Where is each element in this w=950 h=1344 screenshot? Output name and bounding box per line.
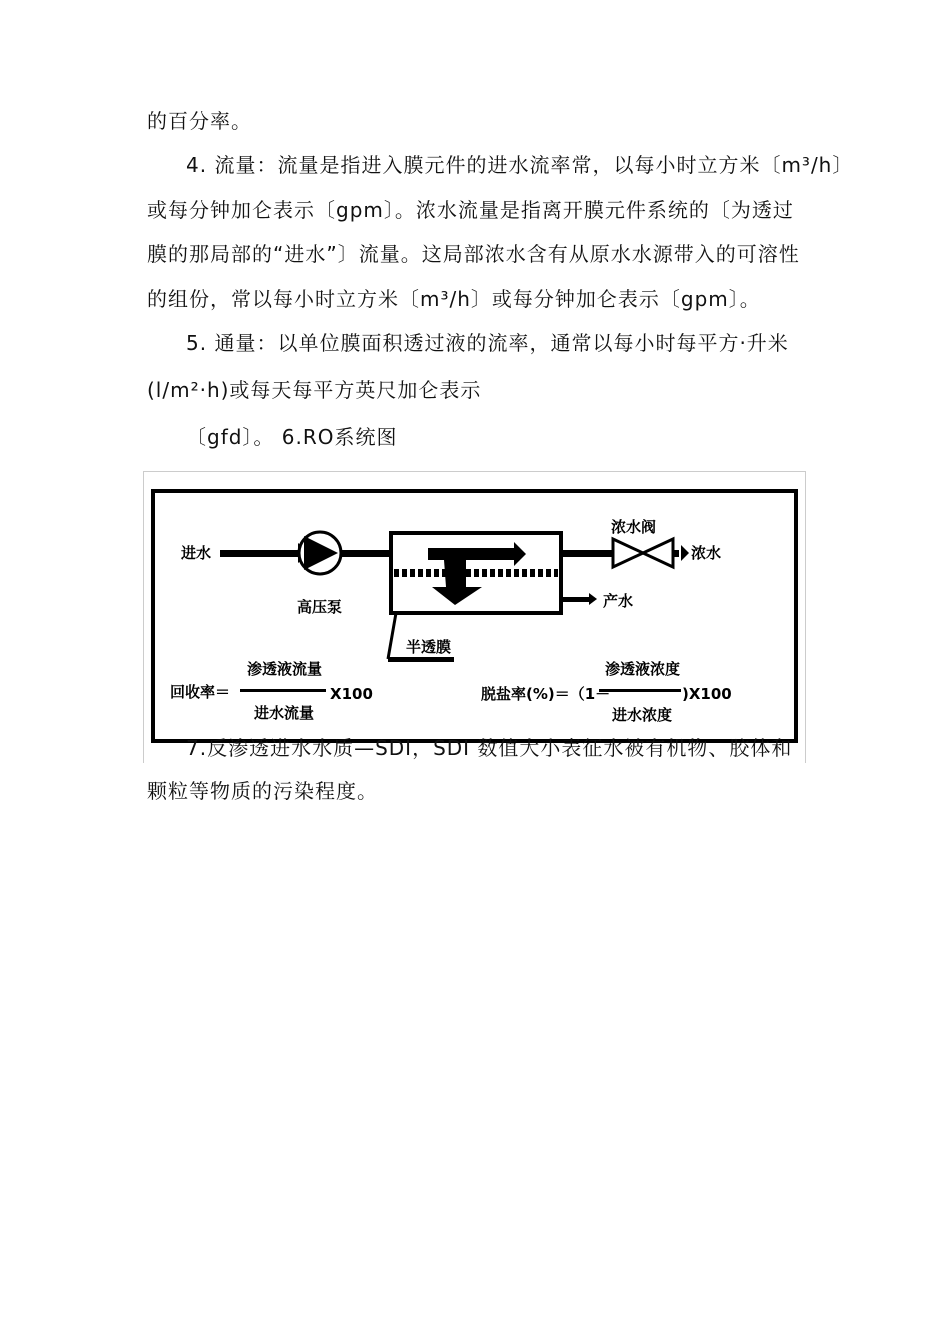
paragraph-line: 的组份，常以每小时立方米〔m³/h〕或每分钟加仑表示〔gpm〕。 <box>147 287 761 311</box>
rejection-label: 脱盐率(%)＝（1－ <box>481 685 611 703</box>
paragraph-line: 7.反渗透进水水质—SDI，SDI 数值大小表征水被有机物、胶体和 <box>186 736 793 760</box>
pump-label: 高压泵 <box>297 598 343 616</box>
paragraph-line: 或每分钟加仑表示〔gpm〕。浓水流量是指离开膜元件系统的〔为透过 <box>147 198 794 222</box>
paragraph-line: 颗粒等物质的污染程度。 <box>147 779 378 803</box>
diagram-frame <box>153 491 796 741</box>
recovery-denominator: 进水流量 <box>254 704 315 722</box>
permeate-label: 产水 <box>603 592 634 610</box>
concentrate-pipe <box>561 550 613 557</box>
rejection-numerator: 渗透液浓度 <box>605 660 681 678</box>
valve-icon <box>613 539 643 567</box>
concentrate-label: 浓水 <box>691 544 722 562</box>
paragraph-line: 〔gfd〕。 6.RO系统图 <box>186 425 398 449</box>
paragraph-line: 4. 流量：流量是指进入膜元件的进水流率常，以每小时立方米〔m³/h〕 <box>186 153 854 177</box>
rejection-fraction-bar <box>599 689 681 692</box>
membrane-label: 半透膜 <box>406 638 452 656</box>
vessel-flow <box>428 548 518 560</box>
valve-outlet-pipe <box>673 550 679 557</box>
paragraph-line: 的百分率。 <box>147 109 252 133</box>
permeate-arrow <box>589 593 597 605</box>
permeate-pipe <box>561 597 589 602</box>
concentrate-arrow <box>681 545 689 561</box>
recovery-factor: X100 <box>330 685 373 703</box>
membrane-underline <box>388 657 454 662</box>
paragraph-line: 膜的那局部的“进水”〕流量。这局部浓水含有从原水水源带入的可溶性 <box>147 242 800 266</box>
valve-icon-right <box>643 539 673 567</box>
valve-label: 浓水阀 <box>611 518 657 536</box>
recovery-numerator: 渗透液流量 <box>247 660 323 678</box>
recovery-fraction-bar <box>240 689 326 692</box>
rejection-denominator: 进水浓度 <box>612 706 673 724</box>
paragraph-line: 5. 通量：以单位膜面积透过液的流率，通常以每小时每平方·升米 <box>186 331 789 355</box>
pump-outlet-pipe <box>341 550 391 557</box>
feed-label: 进水 <box>181 544 212 562</box>
feed-pipe <box>220 550 300 557</box>
recovery-label: 回收率＝ <box>170 683 231 701</box>
paragraph-line: (l/m²·h)或每天每平方英尺加仑表示 <box>147 378 482 402</box>
membrane-pointer <box>388 613 396 659</box>
ro-system-diagram <box>143 471 806 763</box>
rejection-factor: )X100 <box>682 685 732 703</box>
